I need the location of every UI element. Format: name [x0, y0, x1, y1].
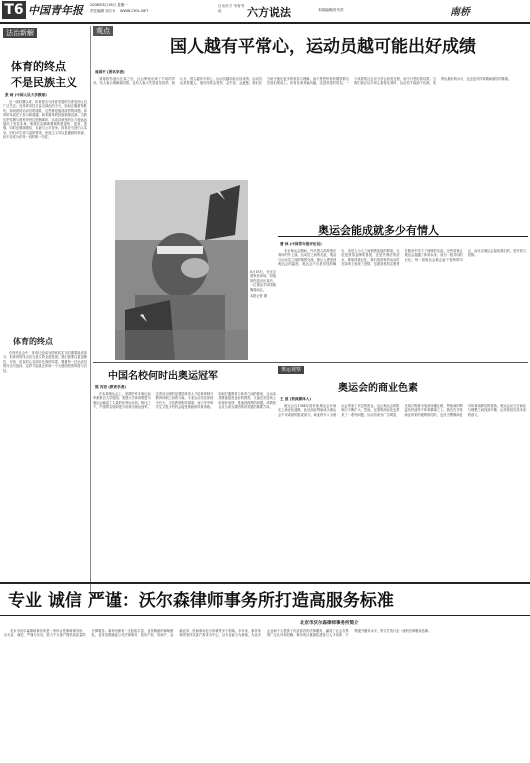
ad-body: [4, 629, 524, 759]
lead-body: [93, 77, 523, 185]
medals-body: [278, 249, 526, 359]
photo-caption: [250, 270, 276, 350]
left-column: [3, 26, 91, 594]
paper-name: 中国青年报: [28, 4, 83, 17]
commerce-body: [278, 404, 526, 574]
ad-headline-rule: [0, 615, 530, 616]
left-title-2: 不是民族主义: [11, 76, 77, 89]
schools-byline: 熊 丙奇 (教育学者): [95, 385, 126, 389]
commerce-kicker: 奥运观察: [278, 366, 304, 374]
photo-caption-text: 8月18日，在北京国家体育场，刘翔因伤退出比赛后，一位观众手持国旗掩面而泣。: [250, 270, 276, 292]
right-logo: 南桥: [450, 7, 470, 18]
medals-rule: [278, 236, 528, 237]
medals-headline: 奥运会能成就多少有情人: [318, 224, 439, 237]
commerce-headline: 奥运会的商业色素: [338, 383, 418, 394]
site-url: WWW.CYOL.NET: [120, 9, 149, 13]
section-name: 六方说法: [247, 6, 291, 19]
lead-photo: [115, 180, 248, 360]
editor-line: 责任编辑 刘万永: [90, 9, 116, 13]
ad-subhead: 北京市沃尔森律师事务所简介: [300, 621, 359, 626]
ad-headline: 专业 诚信 严谨：沃尔森律师事务所打造高服务标准: [8, 591, 394, 611]
ad-body-para: 北京市沃尔森律师事务所是一家综合性律师事务所，以专业、诚信、严谨为宗旨，致力于为客户提供高质量的法律服务。事务所拥有一支经验丰富、业务精湛的律师团队，业务范围涵盖公司法律事务、知识产权、房地产、金融证券、民商事诉讼与仲裁等多个领域。多年来，事务所始终坚持以客户需求为中心，以专业能力为基础，为众多企业和个人提供了优质高效的法律服务，赢得了社会各界的广泛认可和信赖。事务所注重团队建设与人才培养，不断提升服务水平，努力打造行业一流的法律服务品牌。: [4, 629, 432, 638]
article-medals: [278, 222, 528, 362]
lead-body-para: 刘翔因伤退出比赛之后，社会舆论出现了不同的声音。有人表示理解和同情，也有人表示失望甚至指责。我认为，国人越有平常心，运动员越可能出好成绩。运动员也是普通人，他们同样会受伤、会失误、会疲惫。我们应当给予他们更多的宽容与理解，而不是把所有的期望都压在他们的肩上。体育比赛有输有赢，这是竞技的常态。一个成熟的社会应当学会欣赏过程，而不只是盯着结果。当我们真正以平常心看待比赛时，运动员才能卸下包袱，发挥出最好的水平，这也是对体育精神最好的尊重。: [93, 77, 512, 86]
page-label: T6: [2, 1, 26, 19]
schools-headline: 中国名校何时出奥运冠军: [108, 371, 218, 382]
section-small: 日出东方 爷有爷说: [218, 4, 245, 13]
left-body: [3, 100, 87, 330]
column-note: 本版编辑/传冬洪: [318, 8, 344, 12]
photo-credit: 本报记者 摄: [250, 294, 267, 299]
left-title-1: 体育的终点: [11, 60, 66, 73]
ad-top-rule: [0, 582, 530, 584]
article-schools: [93, 362, 278, 578]
medals-byline: 曹 林 (中国青年报评论员): [280, 242, 322, 246]
commerce-body-para: 奥运会自1984年洛杉矶奥运会开始走上商业化道路，此后商业赞助成为奥运会不可或缺的组成部分。商业的介入为奥运会带来了充足的资金，也让奥运会的影响力不断扩大。然而，过度的商业化也带来了一系列问题。运动员成为广告明星，比赛日程要为电视转播让路，赞助商的利益有时凌驾于体育精神之上。我们在享受商业带来的便利的同时，也应当警惕商业对体育纯粹性的侵蚀。奥运会应当在商业与理想之间找到平衡，让体育回归其本来的意义。: [278, 404, 526, 417]
crowd-photo-image: [115, 180, 248, 360]
medals-body-para: 北京奥运会期间，许多感人的故事在赛场内外上演。运动员之间的友谊，观众与运动员之间的情感交流，都让人感受到奥运会的温度。奥运会不仅是竞技的舞台，也是人与人之间情感连接的桥梁。无论是获得金牌的喜悦，还是失利后的泪水，都值得被记住。我们看到有的运动员在赛场上收获了爱情，也看到有的志愿者在服务中结下了深厚的友谊。这些故事让奥运会超越了体育本身，成为一段共同的记忆。每一届奥运会都会留下独特的印记，而北京奥运会留给我们的，是开放与热情。: [278, 249, 526, 267]
lead-byline: 周国平 (著名学者): [95, 70, 125, 74]
advertorial: [0, 585, 530, 763]
left-body-2: [3, 351, 87, 591]
schools-body-para: 在本届奥运会上，美国的许多奥运冠军都来自大学校园。美国大学体育联盟为奥运会输送了大量的优秀运动员。相比之下，中国的名校却很少培养出奥运冠军。这背后反映的是我国体育人才培养体制与教育体制之间的分离。专业运动员在体校中长大，文化教育相对薄弱；而大学中的学生又很少有机会接受系统的体育训练。如何打通教育与体育之间的壁垒，让运动员既能接受良好的教育，又能在竞技场上取得好成绩，是值得深思的问题。体教结合应当成为我国体育发展的重要方向。: [93, 392, 276, 410]
left-kicker: 法治新解: [3, 28, 37, 38]
left-subhead: 体育的终点: [13, 337, 53, 346]
commerce-byline: 王 波 (资深媒体人): [280, 397, 311, 401]
date-line: 2008年8月18日 星期一: [90, 3, 128, 7]
lead-headline: 国人越有平常心，运动员越可能出好成绩: [170, 37, 476, 57]
left-body-para: 近一段时期以来，体育观念与体育发展的关系受到人们广泛关注。在体育竞技日益全球化的今天，如何正确看待胜负，如何看待运动员的成败，这些都是值得深思的问题。体育的本质在于参与和超越，而非简单的民族情绪宣泄。当我们把奖牌与国家荣誉过度捆绑时，运动员承受的压力便远远超出了竞技本身。奥林匹克精神强调的是更快、更高、更强，同时也强调团结、友谊与公平竞争。体育应当回归人本身，回归对生命力量的赞美。民族主义可以是激励的来源，但不应成为评判一切的唯一尺度。: [3, 100, 87, 140]
left-body2-para: 在现代社会中，体育已经成为国家软实力的重要组成部分，但体育的终点应当是人的全面发展。我们需要以更加理性、开放、包容的心态面对比赛的结果，尊重每一位运动员的付出与选择，这样才能真正体现一个大国国民的风度与自信。: [3, 351, 87, 373]
left-byline: 张 柯 (中国人民大学教师): [5, 93, 47, 97]
lead-kicker: 观点: [93, 26, 113, 36]
article-commerce: [278, 362, 528, 578]
schools-body: [93, 392, 276, 574]
